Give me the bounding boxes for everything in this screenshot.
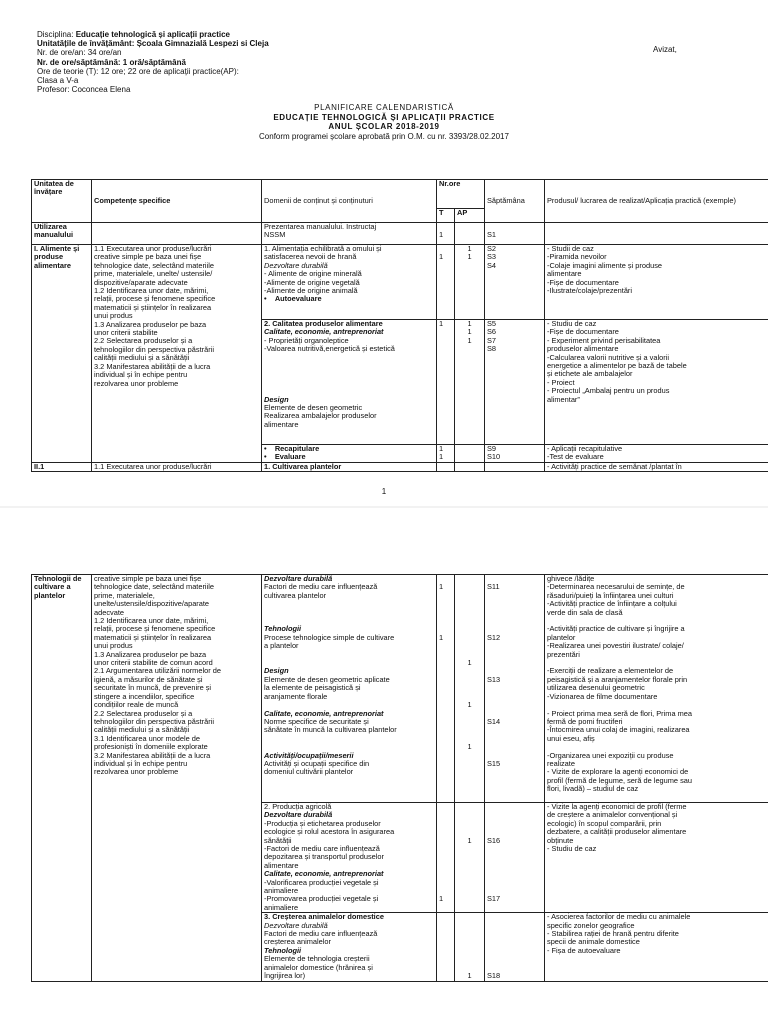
t-value: 1 [439,252,444,262]
week-value: S10 [487,452,501,462]
week-value: S3 [487,252,497,262]
content-line: cultivarea plantelor [264,590,327,600]
content-line: -Valoarea nutritivă,energetică și estetică [264,344,395,354]
week-cell [485,463,545,472]
ap-value: 1 [467,327,472,337]
product-line: - Vizite la agenți economici de profil (ferme [547,802,687,811]
product-line: -Colaje imagini alimente și produse [547,260,663,270]
week-value: S11 [487,582,500,592]
col-unit: Unitatea de învățare [32,180,92,223]
week-cell [485,575,545,803]
week-value: S2 [487,244,497,253]
competence-line: securitate în muncă, de prevenire și [94,683,212,693]
product-line: -Piramida nevoilor [547,252,607,262]
t-value: 1 [439,894,444,904]
week-cell [485,245,545,320]
competence-line: unor criterii stabilite [94,328,158,338]
col-t: T [437,209,455,223]
col-product [545,180,768,223]
ap-value: 1 [467,244,472,253]
competence-line: stingere a incendiilor, specifice [94,691,195,701]
content-line: Prezentarea manualului. Instructaj [264,222,377,231]
content-subtitle: Dezvoltare durabilă [264,260,328,270]
competence-line: condițiilor reale de muncă [94,700,179,710]
t-cell [437,802,455,912]
col-week: Săptămâna [485,180,545,223]
product-line: - Proiectul „Ambalaj pentru un produs [547,386,670,396]
unit-cell: II.1 [32,463,92,472]
table-row [32,223,768,245]
content-line: 1. Alimentația echilibrată a omului și [264,244,382,253]
content-line: -Alimente de origine animală [264,286,358,296]
product-line: ecologic) în scopul comparării, prin [547,818,662,828]
product-line: - Aplicații recapitulative [547,444,623,453]
competence-line: 3.2 Manifestarea abilității de a lucra [94,750,211,760]
competence-line: 1.1 Executarea unor produse/lucrări [94,244,212,253]
week-value: S17 [487,894,501,904]
week-value: S8 [487,344,497,354]
t-value: 1 [439,444,444,453]
product-line: -Fișe de documentare [547,277,619,287]
ap-value: 1 [467,971,472,981]
week-value: S16 [487,835,501,845]
product-line: -Vizionarea de filme documentare [547,691,658,701]
competence-cell [92,245,262,463]
avizat-label: Avizat, [653,45,677,54]
product-line: - Stabilirea rației de hrană pentru diferite [547,929,679,939]
competence-line: 3.1 Identificarea unor modele de [94,733,201,743]
content-line: depozitarea și transportul produselor [264,852,384,862]
competence-line: unor criterii stabilite de comun acord [94,658,213,668]
ap-value: 1 [467,700,472,710]
competence-cell [92,223,262,245]
competence-line: dispozitive/aparate adecvate [94,277,188,287]
content-line: Factori de mediu care influențează [264,929,378,939]
competence-line: matematicii și științelor în realizarea [94,302,212,312]
week-cell [485,913,545,981]
product-cell [545,802,768,912]
week-value: S9 [487,444,497,453]
col-content: Domenii de conținut și conținuturi [262,180,437,223]
bullet-line: • Evaluare [264,452,306,462]
t-cell [437,245,455,320]
table-row [32,245,768,320]
product-line: și etichete ale ambalajelor [547,369,633,379]
title-line-1: PLANIFICARE CALENDARISTICĂ [314,103,454,112]
product-line: flori, livadă) – studiul de caz [547,784,639,794]
content-line: alimentare [264,419,299,429]
product-line: - Studiu de caz [547,319,597,328]
product-line: alimentar” [547,394,580,404]
teacher-line: Profesor: Coconcea Elena [37,85,131,95]
col-competences: Competențe specifice [92,180,262,223]
unit-cell: I. Alimente și produse alimentare [32,245,92,463]
product-line: răsaduri/puieți la înființarea unei culturi [547,590,674,600]
unit-cell: Utilizarea manualului [32,223,92,245]
product-line: profil (fermă de legume, seră de legume sau [547,775,693,785]
week-value: S7 [487,335,497,345]
content-line: animaliere [264,902,299,912]
competence-line: 2.2 Selectarea produselor și a [94,336,193,346]
planning-table-page-2 [31,574,768,982]
ap-value: 1 [467,658,472,668]
product-line: - Proiect [547,377,575,387]
product-line: unui eseu, afiș [547,733,595,743]
ap-value: 1 [467,835,472,845]
discipline-label: Disciplina: [37,30,74,39]
product-line: -Organizarea unei expoziții cu produse [547,750,674,760]
competence-line: igienă, a măsurilor de sănătate și [94,674,203,684]
product-line: - Asocierea factorilor de mediu cu animalele [547,912,691,922]
competence-line: creative simple pe baza unei fișe [94,574,202,583]
hours-split: Ore de teorie (T): 12 ore; 22 ore de aplicații practice(AP): [37,66,239,76]
content-line: domeniul cultivării plantelor [264,767,354,777]
content-line: -Alimente de origine vegetală [264,277,360,287]
content-title: 2. Calitatea produselor alimentare [264,319,383,328]
content-title: 2. Producția agricolă [264,802,332,811]
content-cell [262,913,437,981]
title-line-2: EDUCAȚIE TEHNOLOGICĂ ȘI APLICAȚII PRACTICE [273,112,495,122]
competence-line: rezolvarea unor probleme [94,767,179,777]
col-nr-ore: Nr.ore [437,180,485,209]
content-subtitle: Design [264,666,289,676]
content-cell [262,575,437,803]
t-value: 1 [439,582,444,592]
product-line: obținute [547,835,574,845]
t-cell [437,463,455,472]
content-line: Activități și ocupații specifice din [264,758,370,768]
competence-line: calității mediului și a sănătății [94,725,190,735]
t-cell [437,445,455,463]
title-line-3: ANUL ȘCOLAR 2018-2019 [328,122,440,131]
competence-line: prime, materialele, [94,590,155,600]
competence-cell [92,575,262,982]
content-line: -Producția și etichetarea produselor [264,818,381,828]
header-row [32,180,768,209]
school-label: Unitatățile de învățământ: [37,39,135,49]
class-line: Clasa a V-a [37,76,79,86]
competence-line: 2.1 Argumentarea utilizării normelor de [94,666,221,676]
ap-cell [455,445,485,463]
product-line: peisagistică și a aranjamentelor florale prin [547,674,688,684]
product-line: -Ilustrate/colaje/prezentări [547,286,633,296]
content-line: aranjamente florale [264,691,328,701]
product-line: -Realizarea unei povestiri ilustrate/ colaje/ [547,641,684,651]
week-value: S4 [487,260,497,270]
content-title: 3. Creșterea animalelor domestice [264,912,384,922]
ap-value: 1 [467,335,472,345]
content-line: Norme specifice de securitate și [264,716,369,726]
product-cell [545,445,768,463]
product-cell [545,245,768,320]
content-subtitle: Tehnologii [264,624,302,634]
competence-line: 3.2 Manifestarea abilității de a lucra [94,361,211,371]
content-subtitle: Tehnologii [264,945,302,955]
competence-line: 2.2 Selectarea produselor și a [94,708,193,718]
product-line: produselor alimentare [547,344,619,354]
competence-line: tehnologiilor din perspectiva păstrării [94,344,214,354]
content-line: la elemente de peisagistică și [264,683,361,693]
ap-value: 1 [467,742,472,752]
product-line: -Exerciții de realizare a elementelor de [547,666,674,676]
content-line: Elemente de tehnologia creșterii [264,954,370,964]
product-line: energetice a alimentelor pe bază de tabele [547,361,687,371]
t-cell [437,223,455,245]
week-value: S6 [487,327,497,337]
product-line: - Experiment privind perisabilitatea [547,335,661,345]
bullet-line: • Autoevaluare [264,294,322,304]
content-line: creșterea animalelor [264,937,331,947]
competence-line: adecvate [94,607,124,617]
bullet-label: Evaluare [274,452,306,462]
title-line-4: Conform programei școlare aprobată prin O.M. cu nr. 3393/28.02.2017 [259,131,509,141]
competence-line: 1.2 Identificarea unor date, mărimi, [94,616,209,626]
product-line: verde din sala de clasă [547,607,623,617]
content-subtitle: Calitate, economie, antreprenoriat [264,869,384,879]
content-subtitle: Design [264,394,289,404]
competence-line: tehnologice date, selectând materiile [94,260,214,270]
week-value: S5 [487,319,497,328]
product-line: dezbatere, a calității produselor alimentare [547,827,687,837]
ap-value: 1 [467,319,472,328]
week-cell [485,223,545,245]
content-line: sănătății [264,835,292,845]
product-line: specii de animale domestice [547,937,640,947]
product-line: -Întocmirea unui colaj de imagini, realizarea [547,725,690,735]
page-number: 1 [381,487,387,496]
content-line: NSSM [264,230,286,240]
content-line: -Valorificarea producției vegetale și [264,877,379,887]
content-line: Elemente de desen geometric [264,403,363,413]
competence-line: relații, procese și fenomene specifice [94,624,216,634]
content-subtitle: Activități/ocupații/meserii [264,750,354,760]
document-title [0,103,768,141]
content-line: Procese tehnologice simple de cultivare [264,632,395,642]
competence-line: prime, materialele, unelte/ ustensile/ [94,269,213,279]
product-line: de creștere a animalelor convențional și [547,810,678,820]
competence-line: unelte/ustensile/dispozitive/aparate [94,599,210,609]
unit-cell: Tehnologii de cultivare a plantelor [32,575,92,982]
content-subtitle: Calitate, economie, antreprenoriat [264,708,384,718]
table-row [32,575,768,803]
content-subtitle: Calitate, economie, antreprenoriat [264,327,384,337]
discipline-value: Educație tehnologică și aplicații practice [75,30,230,39]
competence-line: tehnologice date, selectând materiile [94,582,214,592]
week-cell [485,802,545,912]
competence-line: calității mediului și a sănătății [94,353,190,363]
content-cell [262,245,437,320]
ap-cell [455,463,485,472]
t-cell [437,575,455,803]
content-cell [262,445,437,463]
bullet-label: Autoevaluare [274,294,322,304]
bullet-line: • Recapitulare [264,444,320,453]
hours-year: Nr. de ore/an: 34 ore/an [37,48,122,58]
competence-line: matematicii și științelor în realizarea [94,632,212,642]
product-line: prezentări [547,649,580,659]
product-line: -Determinarea necesarului de semințe, de [547,582,685,592]
content-line: ecologice și rolul acestora în asigurarea [264,827,395,837]
week-value: S18 [487,971,501,981]
product-line: - Studii de caz [547,244,594,253]
competence-line: unui produs [94,311,133,321]
competence-line: 1.3 Analizarea produselor pe baza [94,319,207,329]
content-line: alimentare [264,860,299,870]
page-2 [0,508,768,1024]
product-line: alimentare [547,269,582,279]
week-value: S12 [487,632,501,642]
product-line: -Calcularea valorii nutritive și a valorii [547,352,669,362]
product-line: ghivece /lădițe [547,574,595,583]
content-line: - Proprietăți organoleptice [264,335,349,345]
discipline-line [37,30,269,39]
content-cell: 1. Cultivarea plantelor [262,463,437,472]
content-line: animaliere [264,886,299,896]
planning-table-page-1 [31,179,768,472]
content-line: Realizarea ambalajelor produselor [264,411,377,421]
ap-value: 1 [467,252,472,262]
ap-cell [455,223,485,245]
content-line: îngrijirea lor) [264,971,306,981]
school-value: Școala Gimnazială Lespezi si Cleja [136,39,269,49]
t-cell: 1 [437,320,455,445]
product-cell: - Activități practice de semănat /plantat în [545,463,768,472]
competence-cell: 1.1 Executarea unor produse/lucrări [92,463,262,472]
page-1 [0,0,768,508]
product-cell [545,575,768,803]
competence-line: creative simple pe baza unei fișe [94,252,202,262]
product-line: - Fișa de autoevaluare [547,945,621,955]
product-line: - Studiu de caz [547,844,597,853]
week-value: S13 [487,674,501,684]
competence-line: individual și în echipe pentru [94,758,188,768]
week-cell [485,320,545,445]
t-value: 1 [439,452,444,462]
product-cell [545,913,768,981]
content-subtitle: Dezvoltare durabilă [264,574,333,583]
product-line: realizate [547,758,575,768]
document-header [37,30,269,94]
competence-line: tehnologiilor din perspectiva păstrării [94,716,214,726]
t-value: 1 [439,632,444,642]
week-value: S14 [487,716,501,726]
competence-line: relații, procese și fenomene specifice [94,294,216,304]
competence-line: unui produs [94,641,133,651]
product-line: -Activități practice de înființare a colțului [547,599,677,609]
competence-line: profesioniști în domeniile explorate [94,742,208,752]
product-line: -Fișe de documentare [547,327,619,337]
content-cell [262,802,437,912]
content-line: satisfacerea nevoii de hrană [264,252,357,262]
product-line: -Activități practice de cultivare și îngrijire a [547,624,685,634]
content-line: -Promovarea producției vegetale și [264,894,379,904]
content-cell [262,223,437,245]
product-line: utilizarea desenului geometric [547,683,645,693]
competence-line: rezolvarea unor probleme [94,378,179,388]
content-line: - Alimente de origine minerală [264,269,362,279]
product-line: specific zonelor geografice [547,920,635,930]
content-line: Elemente de desen geometric aplicate [264,674,390,684]
product-line: fermă de pomi fructiferi [547,716,623,726]
ap-cell [455,575,485,803]
ap-cell [455,245,485,320]
ap-cell [455,913,485,981]
content-line: animalelor domestice (hrănirea și [264,962,373,972]
content-line: Factori de mediu care influențează [264,582,378,592]
t-cell [437,913,455,981]
content-line: a plantelor [264,641,299,651]
product-line: - Proiect prima mea seră de flori, Prima mea [547,708,692,718]
content-cell [262,320,437,445]
t-value: 1 [439,230,444,240]
hours-week: Nr. de ore/săptămână: 1 oră/săptămână [37,57,186,67]
product-line: plantelor [547,632,576,642]
content-subtitle: Dezvoltare durabilă [264,810,333,820]
week-cell [485,445,545,463]
competence-line: 1.2 Identificarea unor date, mărimi, [94,286,209,296]
col-ap: AP [455,209,485,223]
ap-cell [455,802,485,912]
ap-cell [455,320,485,445]
product-cell [545,223,768,245]
content-line: -Factori de mediu care influențează [264,844,380,853]
content-subtitle: Dezvoltare durabilă [264,920,328,930]
product-line: -Test de evaluare [547,452,604,462]
school-line [37,39,269,48]
week-value: S15 [487,758,501,768]
competence-line: 1.3 Analizarea produselor pe baza [94,649,207,659]
col-product-label: Produsul/ lucrarea de realizat/Aplicația practică (exemple) [547,195,736,205]
week-value: S1 [487,230,497,240]
competence-line: individual și în echipe pentru [94,370,188,380]
product-line: - Vizite de explorare la agenți economici de [547,767,689,777]
table-row [32,463,768,472]
content-line: sănătate în muncă la cultivarea plantelor [264,725,397,735]
bullet-label: Recapitulare [274,444,320,453]
product-cell [545,320,768,445]
